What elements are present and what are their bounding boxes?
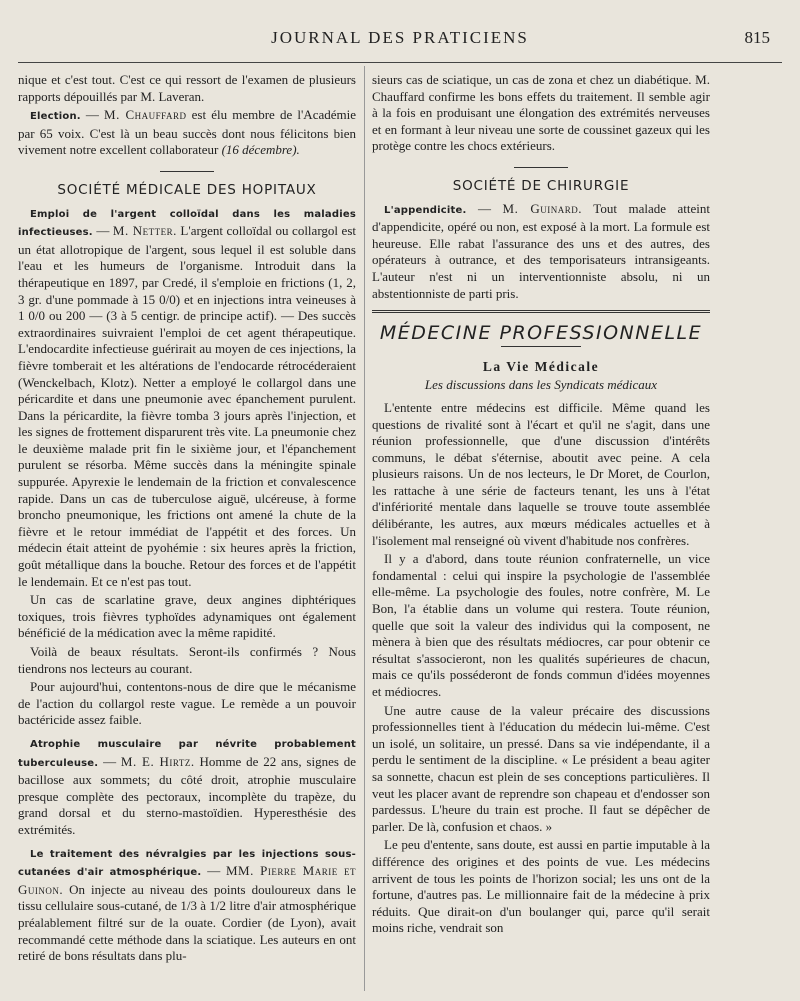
section-title-hopitaux: SOCIÉTÉ MÉDICALE DES HOPITAUX (57, 181, 317, 198)
page-number: 815 (744, 28, 770, 47)
atrophie-text: Homme de 22 ans, signes de bacillose aux sommets; du côté droit, atrophie musculaire presque complète des pectoraux, incomplète du trapèze, du grand dorsal et du sterno-mastoïdien. Hyperesthésie des extrémités. (18, 753, 356, 837)
vie-medicale-heading: La Vie Médicale (482, 358, 600, 374)
election-text: est élu membre de l'Académie par 65 voix. C'est là un beau succès dont nous félicitons bien vivement notre excellent collaborateur (18, 107, 357, 158)
peu-entente-paragraph: Le peu d'entente, sans doute, est aussi en partie imputable à la différence des origines et des points de vue. Les médecins arrivent de tous les points de l'horizon social; les uns ont de la fortune, d'autres pas. Le millionnaire fait de la médecine à prix réduits. Que dirait-on d'un boulanger qui, parce qu'il serait moins riche, vendrait son (372, 837, 710, 936)
section-separator-chirurgie (514, 167, 568, 168)
section-title-chirurgie: SOCIÉTÉ DE CHIRURGIE (452, 177, 630, 194)
resultats-paragraph: Voilà de beaux résultats. Seront-ils confirmés ? Nous tiendrons nos lecteurs au courant. (18, 644, 356, 676)
left-column (18, 72, 356, 967)
header-rule (18, 62, 782, 63)
nevralgies-lead: Le traitement des névralgies par les injections sous-cutanées d'air atmosphérique. (18, 848, 356, 879)
page-header (20, 28, 780, 58)
election-paragraph: Election. — M. Chauffard est élu membre de l'Académie par 65 voix. C'est là un beau succès dont nous félicitons bien vivement notre excellent collaborateur (16 décembre). (18, 107, 357, 158)
nevralgies-paragraph: Le traitement des névralgies par les injections sous-cutanées d'air atmosphérique. — MM. Pierre Marie et Guinon. On injecte au niveau des points douloureux dans le tissu cellulaire sous-cutané, de 1/3 à 1/2 litre d'air atmosphérique préalablement filtré sur de la ouate. Cordier (de Lyon), avait recommandé cette méthode dans la sciatique. Les auteurs en ont retiré de bons résultats dans plu- (18, 848, 356, 964)
section-separator (160, 171, 214, 172)
atrophie-paragraph: Atrophie musculaire par névrite probablement tuberculeuse. — M. E. Hirtz. Homme de 22 ans, signes de bacillose aux sommets; du côté droit, atrophie musculaire presque complète des pectoraux, incomplète du trapèze, du grand dorsal et du sterno-mastoïdien. Hyperesthésie des extrémités. (18, 738, 356, 837)
title-underline (501, 346, 581, 347)
atrophie-lead: Atrophie musculaire par névrite probablement tuberculeuse. (18, 738, 356, 769)
vice-fondamental-paragraph: Il y a d'abord, dans toute réunion confraternelle, un vice fondamental : celui qui inspire la psychologie de l'assemblée elle-même. La psychologie des foules, notre confrère, M. Le Bon, l'a établie dans un volume qui restera. Toute réunion, quelle que soit la valeur des individus qui la composent, ne mènera à bien que des résultats médiocres, car pour obtenir ce résultat s'associeront, non les qualités supérieures de chacun, mais ce qu'ils posséderont de fonds commun d'idées moyennes et médiocres. (372, 551, 710, 699)
collargol-lead: Emploi de l'argent colloïdal dans les maladies infectieuses. (18, 208, 356, 239)
major-section-rule (372, 310, 710, 313)
nevralgies-text: On injecte au niveau des points douloureux dans le tissu cellulaire sous-cutané, de 1/3 à 1/2 litre d'air atmosphérique préalablement filtré sur de la ouate. Cordier (de Lyon), avait recommandé cette méthode dans la sciatique. Les auteurs en ont retiré de bons résultats dans plu- (18, 881, 356, 964)
appendicite-text: Tout malade atteint d'appendicite, opéré ou non, est exposé à la mort. La formule est heureuse. Elle rabat l'assurance des uns et des autres, des opérateurs à outrance, et des temporisateurs intransigeants. L'auteur n'est ni un interventionniste absolu, ni un abstentionniste de parti pris. (372, 200, 710, 301)
entente-paragraph: L'entente entre médecins est difficile. Même quand les questions de rivalité sont à l'écart et qu'il ne s'agit, dans une réunion professionnelle, que d'une discussion d'intérêts communs, le débat s'éternise, aboutit avec peine. A cela plusieurs raisons. Un de nos lecteurs, le Dr Moret, de Courlon, les rattache à une série de facteurs tenant, les uns à l'état d'infériorité mentale dans laquelle se trouve toute assemblée délibérante, les autres, aux mœurs médicales actuelles et à l'isolement mal renseigné où vivent d'habitude nos confrères. (372, 399, 710, 548)
right-column (372, 72, 710, 939)
mecanisme-paragraph: Pour aujourd'hui, contentons-nous de dire que le mécanisme de l'action du collargol reste vague. Le remède a un pouvoir bactéricide assez faible. (18, 679, 356, 728)
education-paragraph: Une autre cause de la valeur précaire des discussions professionnelles tient à l'éducation du médecin lui-même. C'est un isolé, un solitaire, un pressé. Dans sa vie indépendante, il a perdu le sentiment de la discipline. « Le président a beau agiter sa sonnette, chacun est plein de ses conceptions particulières. Il veut les placer avant de reprendre son chapeau et d'endosser son pardessus. L'heure du train est proche. Il faut se dépêcher de parler. De là, confusion et chaos. » (372, 702, 710, 834)
syndicats-subheading: Les discussions dans les Syndicats médicaux (424, 377, 658, 393)
appendicite-author: M. Guinard. (502, 200, 583, 216)
appendicite-paragraph: L'appendicite. — M. Guinard. Tout malade atteint d'appendicite, opéré ou non, est exposé à la mort. La formule est heureuse. Elle rabat l'assurance des uns et des autres, des opérateurs à outrance, et des temporisateurs intransigeants. L'auteur n'est ni un interventionniste absolu, ni un abstentionniste de parti pris. (372, 200, 710, 301)
election-author: M. Chauffard (104, 107, 187, 123)
left-intro-paragraph: nique et c'est tout. C'est ce qui ressort de l'examen de plusieurs rapports dépouillés par M. Laveran. (18, 72, 356, 104)
journal-title: JOURNAL DES PRATICIENS (271, 28, 529, 47)
collargol-paragraph: Emploi de l'argent colloïdal dans les maladies infectieuses. — M. Netter. L'argent colloïdal ou collargol est un état allotropique de l'argent, sous lequel il est soluble dans l'eau et les humeurs de l'organisme. Introduit dans la thérapeutique en 1897, par Credé, il s'emploie en frictions (1, 2, 3 gr. d'une pommade à 15 0/0) et en injections intra veineuses à 1 0/0 ou 200 — (3 à 5 centigr. de principe actif). — Des succès extraordinaires suivraient l'emploi de cet agent thérapeutique. L'endocardite infectieuse guérirait au moyen de ces injections, la fièvre tomberait et les altérations de l'endocarde rétrocéderaient (Wenckelbach, Klotz). Netter a employé le collargol dans une péricardite et dans une pneumonie avec épanchement purulent. Dans la péricardite, la fièvre tomba 3 jours après l'injection, et les signes de frottement disparurent très vite. La pneumonie chez le deuxième malade prit fin le sixième jour, et l'épanchement purulent se résorba. Même succès dans la méningite spinale suppurée. Apyrexie le lendemain de la friction et convalescence rapide. Dans un cas de tuberculose aiguë, ulcéreuse, à forme broncho pneumonique, les frictions ont amené la chute de la fièvre et le retour immédiat de l'appétit et des forces. Un médecin était atteint de pyohémie : six heures après la friction, goût métallique dans la bouche. Retour des forces et de l'appétit le lendemain. Et ce n'est pas tout. (18, 208, 356, 589)
medecine-professionnelle-title: MÉDECINE PROFESSIONNELLE (379, 322, 703, 345)
election-lead: Election. (30, 111, 81, 123)
collargol-text: L'argent colloïdal ou collargol est un état allotropique de l'argent, sous lequel il est soluble dans l'eau et les humeurs de l'organisme. Introduit dans la thérapeutique en 1897, par Credé, il s'emploie en frictions (1, 2, 3 gr. d'une pommade à 15 0/0) et en injections intra veineuses à 1 0/0 ou 200 — (3 à 5 centigr. de principe actif). — Des succès extraordinaires suivraient l'emploi de cet agent thérapeutique. L'endocardite infectieuse guérirait au moyen de ces injections, la fièvre tomberait et les altérations de l'endocarde rétrocéderaient (Wenckelbach, Klotz). Netter a employé le collargol dans une péricardite et dans une pneumonie avec épanchement purulent. Dans la péricardite, la fièvre tomba 3 jours après l'injection, et les signes de frottement disparurent très vite. La pneumonie chez le deuxième malade prit fin le sixième jour, et l'épanchement purulent se résorba. Même succès dans la méningite spinale suppurée. Apyrexie le lendemain de la friction et convalescence rapide. Dans un cas de tuberculose aiguë, ulcéreuse, à forme broncho pneumonique, les frictions ont amené la chute de la fièvre et le retour immédiat de l'appétit et des forces. Un médecin était atteint de pyohémie : six heures après la friction, goût métallique dans la bouche. Retour des forces et de l'appétit le lendemain. Et ce n'est pas tout. (18, 223, 356, 589)
nevralgies-author: MM. Pierre Marie et Guinon. (18, 863, 356, 897)
right-intro-paragraph: sieurs cas de sciatique, un cas de zona et chez un diabétique. M. Chauffard confirme les bons effets du traitement. Il semble agir à la fois en produisant une élongation des extrémités nerveuses et en formant à leur niveau une sorte de coussinet gazeux qui les protège contre les chocs extérieurs. (372, 72, 710, 154)
scarlatine-paragraph: Un cas de scarlatine grave, deux angines diphtériques toxiques, trois fièvres typhoïdes adynamiques ont également bénéficié de la médication avec la même rapidité. (18, 592, 356, 641)
column-divider (364, 66, 365, 991)
atrophie-author: M. E. Hirtz. (120, 753, 195, 769)
appendicite-lead: L'appendicite. (384, 204, 467, 216)
collargol-author: M. Netter. (112, 223, 177, 239)
election-date: (16 décembre). (221, 142, 300, 158)
